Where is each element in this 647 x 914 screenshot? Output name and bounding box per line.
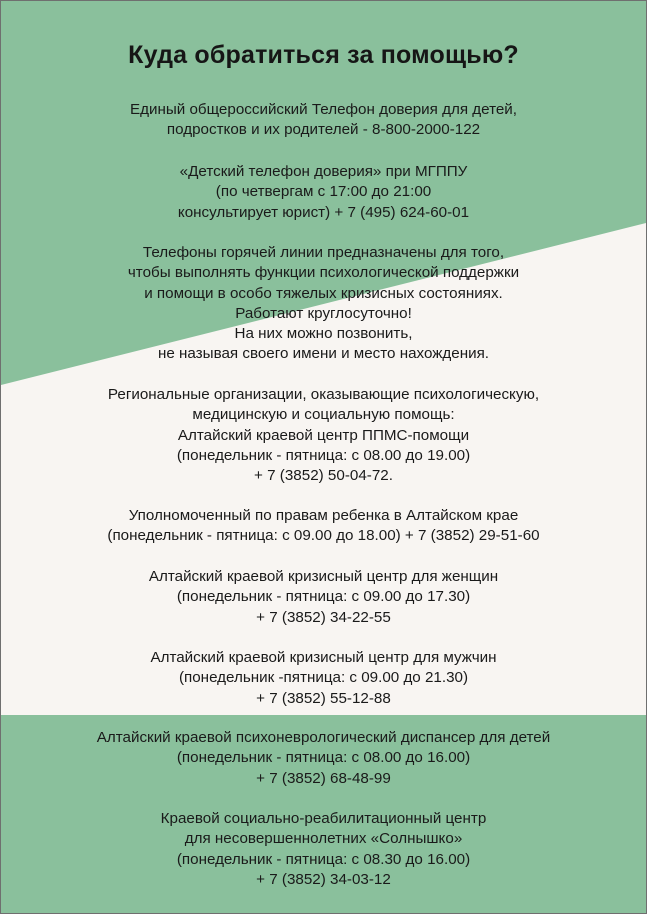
text-line: На них можно позвонить, — [234, 325, 413, 343]
regional-organizations-block — [11, 385, 636, 486]
text-line: подростков и их родителей - 8-800-2000-122 — [166, 121, 481, 139]
page-title: Куда обратиться за помощью? — [128, 41, 519, 69]
text-line: Региональные организации, оказывающие психологическую, — [107, 386, 540, 403]
text-line: Краевой социально-реабилитационный центр — [160, 810, 487, 827]
text-line: Единый общероссийский Телефон доверия для детей, — [129, 101, 518, 118]
text-line: консультирует юрист) + 7 (495) 624-60-01 — [177, 203, 470, 221]
psychoneurological-dispensary-block — [11, 728, 636, 789]
text-line: медицинскую и социальную помощь: — [192, 406, 455, 424]
text-line: Уполномоченный по правам ребенка в Алтайском крае — [128, 507, 519, 524]
text-line: не называя своего имени и место нахождения. — [157, 345, 490, 363]
text-line: (понедельник - пятница: с 08.00 до 16.00) — [176, 749, 471, 767]
text-line: (по четвергам с 17:00 до 21:00 — [215, 183, 432, 201]
text-line: чтобы выполнять функции психологической поддержки — [127, 264, 520, 282]
mgppu-hotline-block — [11, 162, 636, 223]
text-line: + 7 (3852) 68-48-99 — [256, 769, 391, 787]
text-line: Алтайский краевой психоневрологический диспансер для детей — [96, 729, 551, 746]
women-crisis-center-block — [11, 567, 636, 628]
text-line: «Детский телефон доверия» при МГППУ — [179, 163, 468, 180]
text-line: + 7 (3852) 55-12-88 — [256, 689, 391, 707]
text-line: и помощи в особо тяжелых кризисных состояниях. — [144, 284, 503, 302]
men-crisis-center-block — [11, 648, 636, 709]
text-line: (понедельник - пятница: с 09.00 до 17.30) — [176, 588, 471, 606]
text-line: (понедельник - пятница: с 09.00 до 18.00) + 7 (3852) 29-51-60 — [107, 527, 540, 545]
text-line: (понедельник - пятница: с 08.30 до 16.00) — [176, 850, 471, 868]
text-line: Алтайский краевой кризисный центр для женщин — [148, 568, 499, 585]
text-line: + 7 (3852) 34-03-12 — [256, 870, 391, 888]
text-line: Работают круглосуточно! — [235, 304, 412, 322]
text-line: Телефоны горячей линии предназначены для того, — [142, 244, 505, 261]
rehabilitation-center-block — [11, 809, 636, 890]
text-line: + 7 (3852) 50-04-72. — [254, 467, 393, 485]
text-line: (понедельник - пятница: с 08.00 до 19.00) — [176, 446, 471, 464]
national-hotline-block — [11, 100, 636, 141]
text-line: Алтайский краевой кризисный центр для мужчин — [150, 649, 497, 666]
text-line: для несовершеннолетних «Солнышко» — [184, 830, 463, 848]
text-line: Алтайский краевой центр ППМС-помощи — [177, 426, 470, 444]
text-line: (понедельник -пятница: с 09.00 до 21.30) — [178, 669, 469, 687]
hotline-info-block — [11, 243, 636, 365]
child-ombudsman-block — [11, 506, 636, 547]
text-line: + 7 (3852) 34-22-55 — [256, 608, 391, 626]
